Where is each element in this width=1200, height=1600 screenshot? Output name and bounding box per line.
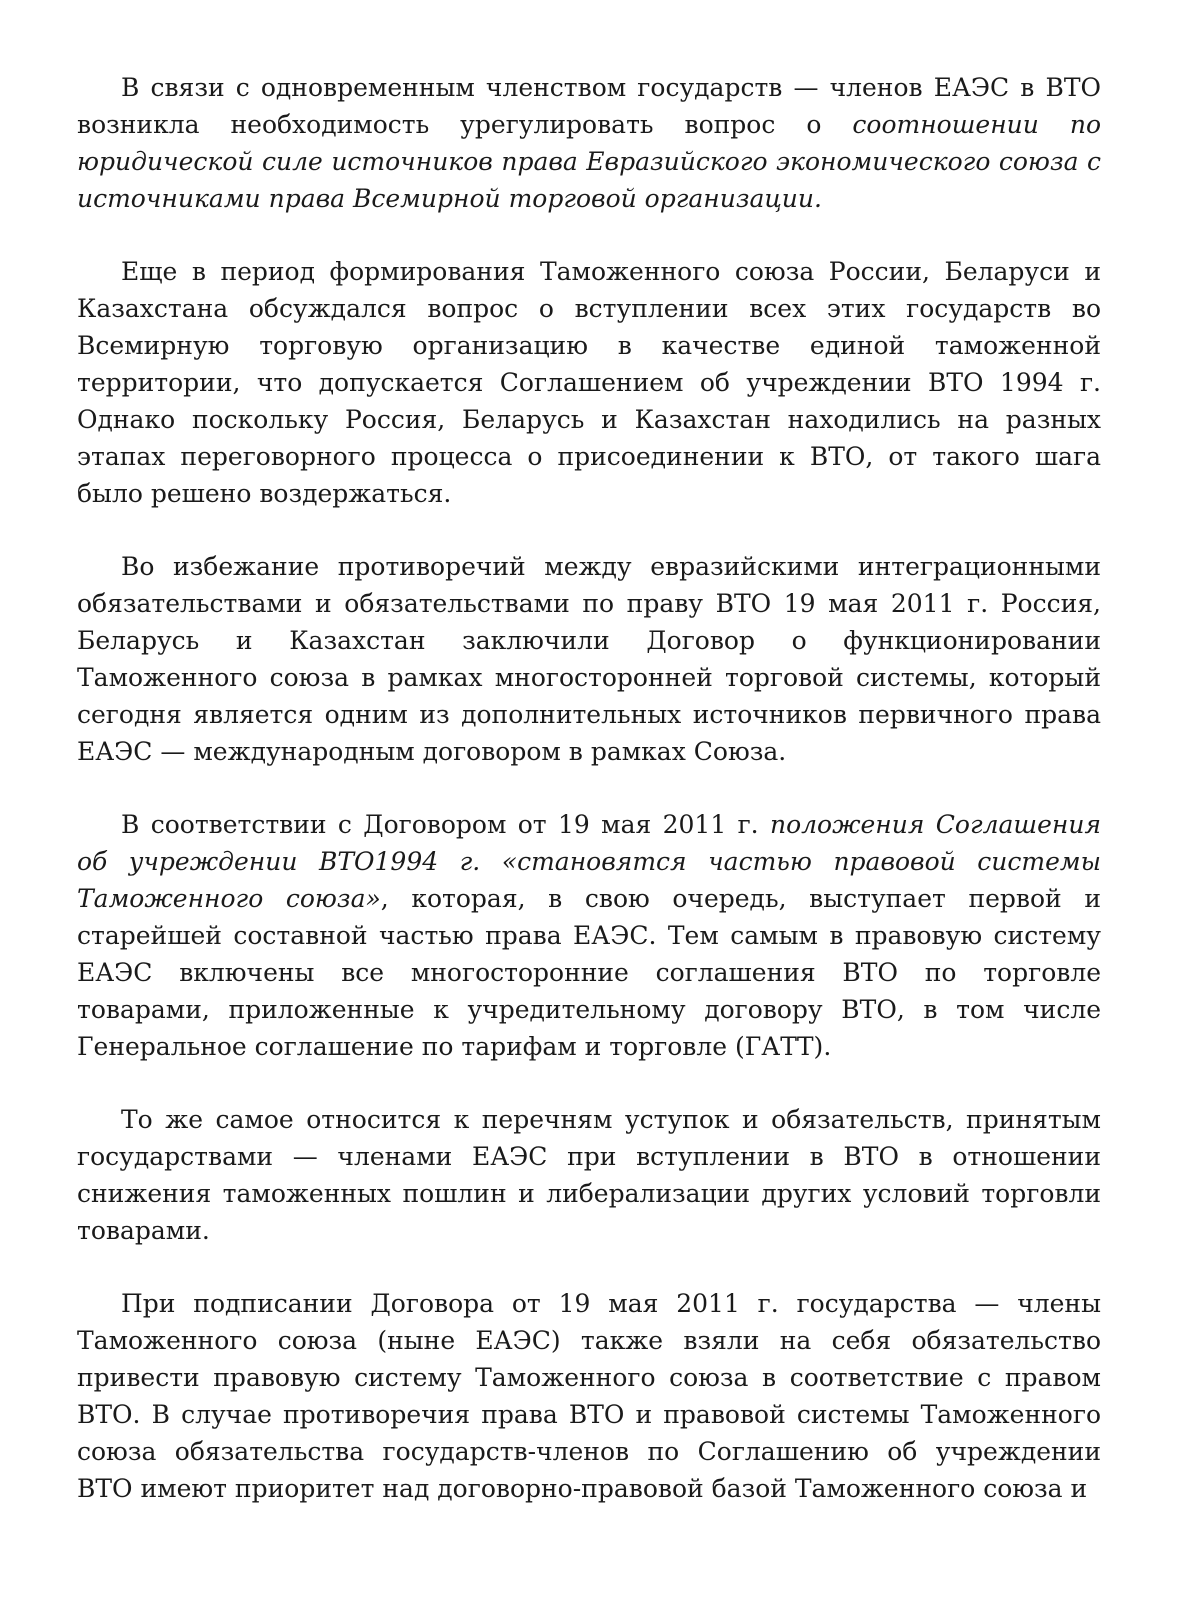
text-segment: Еще в период формирования Таможенного союза России, Беларуси и Казахстана обсуждался вопрос о вступлении всех этих государств во Всемирную торговую организацию в качестве единой таможенной территории, что допускается Соглашением об учреждении ВТО 1994 г. Однако поскольку Россия, Беларусь и Казахстан находились на разных этапах переговорного процесса о присоединении к ВТО, от такого шага было решено воздержаться. xyxy=(77,257,1101,508)
paragraph-5 xyxy=(77,1101,1101,1249)
paragraph-3 xyxy=(77,548,1101,770)
paragraph-1 xyxy=(77,69,1101,217)
text-segment: При подписании Договора от 19 мая 2011 г. государства — члены Таможенного союза (ныне ЕАЭС) также взяли на себя обязательство привести правовую систему Таможенного союза в соответствие с правом ВТО. В случае противоречия права ВТО и правовой системы Таможенного союза обязательства государств-членов по Соглашению об учреждении ВТО имеют приоритет над договорно-правовой базой Таможенного союза и xyxy=(77,1289,1101,1503)
text-segment: В соответствии с Договором от 19 мая 2011 г. xyxy=(121,810,770,839)
paragraph-6 xyxy=(77,1285,1101,1507)
text-segment: , которая, в свою очередь, выступает первой и старейшей составной частью права ЕАЭС. Тем самым в правовую систему ЕАЭС включены все многосторонние соглашения ВТО по торговле товарами, приложенные к учредительному договору ВТО, в том числе Генеральное соглашение по тарифам и торговле (ГАТТ). xyxy=(77,884,1102,1061)
text-segment: Во избежание противоречий между евразийскими интеграционными обязательствами и обязательствами по праву ВТО 19 мая 2011 г. Россия, Беларусь и Казахстан заключили Договор о функционировании Таможенного союза в рамках многосторонней торговой системы, который сегодня является одним из дополнительных источников первичного права ЕАЭС — международным договором в рамках Союза. xyxy=(77,552,1101,766)
text-segment: В связи с одновременным членством государств — членов ЕАЭС в ВТО возникла необходимость урегулировать вопрос о xyxy=(77,73,1101,139)
text-segment: То же самое относится к перечням уступок и обязательств, принятым государствами — членами ЕАЭС при вступлении в ВТО в отношении снижения таможенных пошлин и либерализации других условий торговли товарами. xyxy=(77,1105,1101,1245)
text-segment-italic: положения Соглашения об учреждении ВТО1994 г. «становятся частью правовой системы Таможенного союза» xyxy=(77,810,1102,913)
paragraph-4 xyxy=(77,806,1101,1065)
text-segment-italic: соотношении по юридической силе источников права Евразийского экономического союза с источниками права Всемирной торговой организации. xyxy=(77,110,1102,213)
paragraph-2 xyxy=(77,253,1101,512)
